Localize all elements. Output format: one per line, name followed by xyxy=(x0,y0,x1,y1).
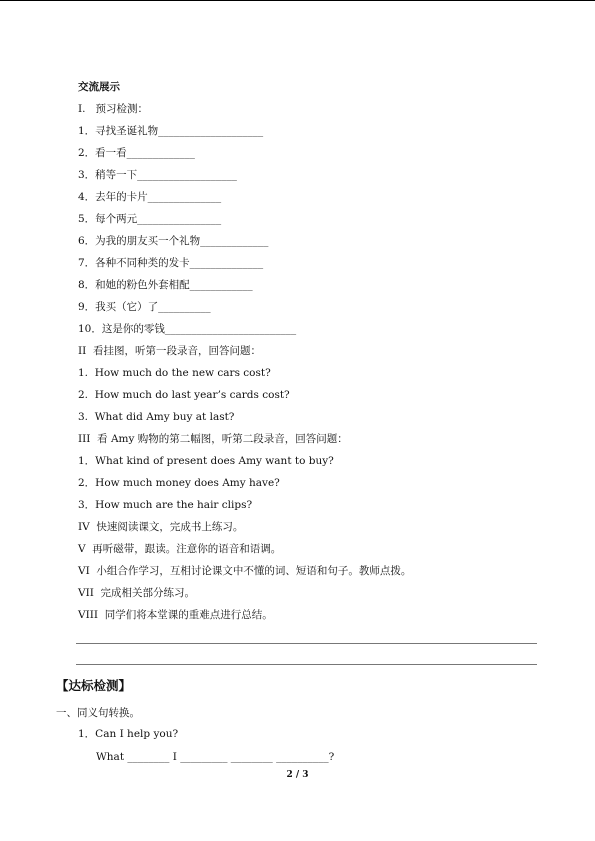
text-line: 3．How much are the hair clips? xyxy=(78,499,253,511)
divider-line xyxy=(76,664,537,665)
text-line: 1．寻找圣诞礼物____________________ xyxy=(78,125,264,137)
text-line: 2．How much money does Amy have? xyxy=(78,477,280,489)
text-line: 8．和她的粉色外套相配____________ xyxy=(78,279,253,291)
text-line: VII 完成相关部分练习。 xyxy=(78,587,196,599)
text-line: 2. How much do last year’s cards cost? xyxy=(78,389,290,401)
exercise-heading: 一、同义句转换。 xyxy=(56,707,140,719)
page-number: 2 / 3 xyxy=(286,770,309,780)
text-line: 5．每个两元________________ xyxy=(78,213,222,225)
text-line: 4．去年的卡片______________ xyxy=(78,191,222,203)
section-title-assessment: 【达标检测】 xyxy=(56,678,132,693)
text-line: II 看挂图，听第一段录音，回答问题： xyxy=(78,345,261,357)
top-border xyxy=(0,0,595,1)
text-line: IV 快速阅读课文，完成书上练习。 xyxy=(78,521,244,533)
text-line: 3．稍等一下___________________ xyxy=(78,169,237,181)
text-line: 1. How much do the new cars cost? xyxy=(78,367,271,379)
text-line: V 再听磁带，跟读。注意你的语音和语调。 xyxy=(78,543,282,555)
answer-line: What ________ I _________ ________ __________? xyxy=(96,751,335,763)
text-line: VIII 同学们将本堂课的重难点进行总结。 xyxy=(78,609,273,621)
text-line: VI 小组合作学习，互相讨论课文中不懂的词、短语和句子。教师点拨。 xyxy=(78,565,412,577)
question-item: 1．Can I help you? xyxy=(78,728,179,740)
section-title: 交流展示 xyxy=(78,81,120,93)
text-line: 7．各种不同种类的发卡______________ xyxy=(78,257,264,269)
text-line: 2．看一看_____________ xyxy=(78,147,195,159)
text-line: 10．这是你的零钱_________________________ xyxy=(78,323,297,335)
text-line: 6．为我的朋友买一个礼物_____________ xyxy=(78,235,269,247)
text-line: 9．我买（它）了__________ xyxy=(78,301,211,313)
text-line: 3. What did Amy buy at last? xyxy=(78,411,235,423)
divider-line xyxy=(76,643,537,644)
text-line: III 看 Amy 购物的第二幅图，听第二段录音，回答问题： xyxy=(78,433,348,445)
text-line: 1．What kind of present does Amy want to buy? xyxy=(78,455,334,467)
text-line: I. 预习检测： xyxy=(78,103,148,115)
